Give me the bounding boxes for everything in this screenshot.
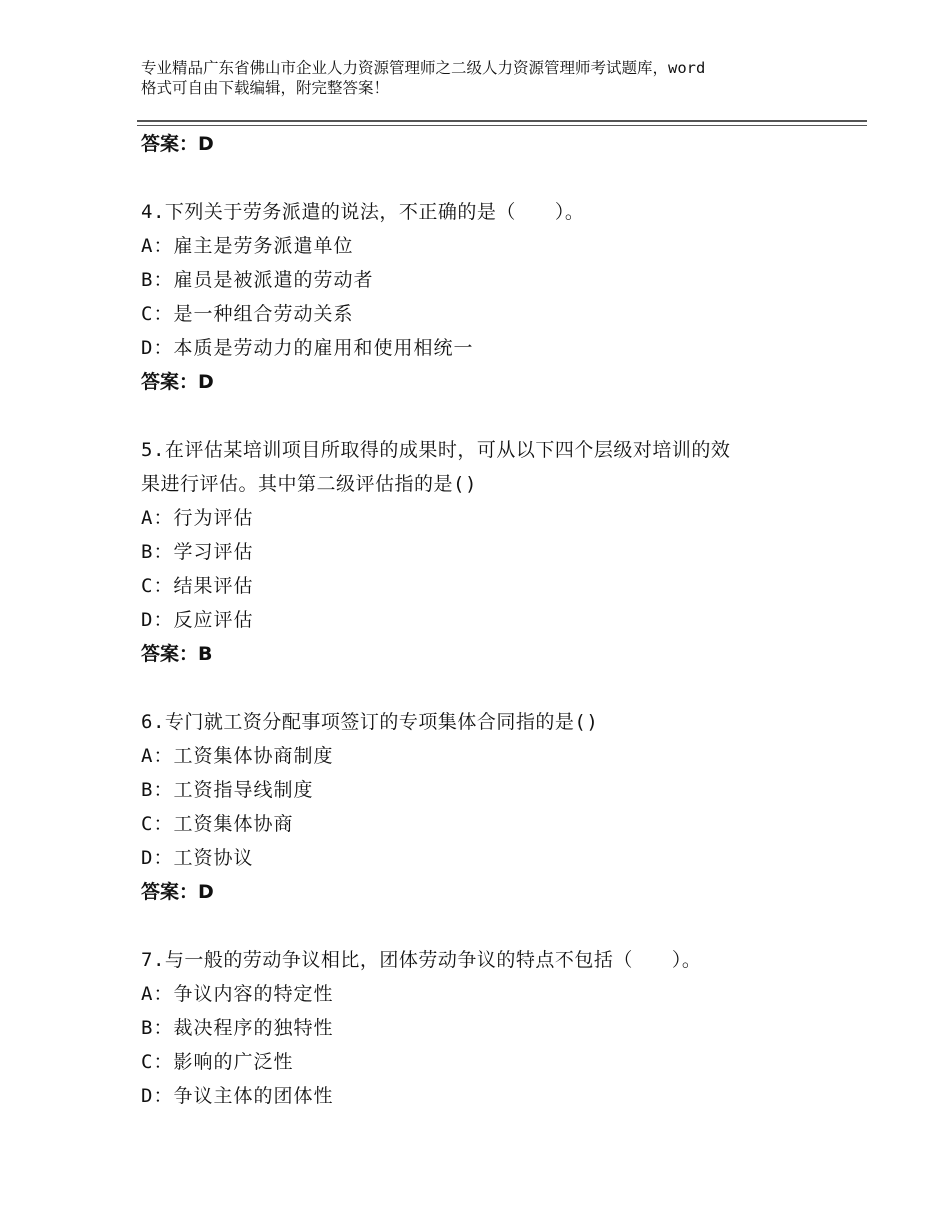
answer: 答案：B xyxy=(141,643,213,665)
option-b: B：雇员是被派遣的劳动者 xyxy=(141,269,374,291)
spacer xyxy=(141,399,841,433)
option-d: D：争议主体的团体性 xyxy=(141,1085,334,1107)
question-stem: 4.下列关于劳务派遣的说法，不正确的是（ ）。 xyxy=(141,201,585,223)
question-stem-line-1: 5.在评估某培训项目所取得的成果时，可从以下四个层级对培训的效 xyxy=(141,439,731,461)
question-7 xyxy=(141,943,841,1113)
question-4 xyxy=(141,195,841,399)
question-stem: 7.与一般的劳动争议相比，团体劳动争议的特点不包括（ ）。 xyxy=(141,949,702,971)
header-divider-thin xyxy=(137,125,867,126)
question-5 xyxy=(141,433,841,671)
previous-answer: 答案：D xyxy=(141,133,214,155)
option-c: C：是一种组合劳动关系 xyxy=(141,303,354,325)
header-title-line-1: 专业精品广东省佛山市企业人力资源管理师之二级人力资源管理师考试题库，word xyxy=(141,59,706,77)
question-list xyxy=(141,127,841,1113)
question-stem: 6.专门就工资分配事项签订的专项集体合同指的是() xyxy=(141,711,599,733)
option-c: C：影响的广泛性 xyxy=(141,1051,294,1073)
question-stem-line-2: 果进行评估。其中第二级评估指的是() xyxy=(141,473,477,495)
option-a: A：争议内容的特定性 xyxy=(141,983,334,1005)
option-d: D：反应评估 xyxy=(141,609,254,631)
option-a: A：工资集体协商制度 xyxy=(141,745,334,767)
spacer xyxy=(141,161,841,195)
spacer xyxy=(141,909,841,943)
option-a: A：行为评估 xyxy=(141,507,254,529)
option-b: B：工资指导线制度 xyxy=(141,779,314,801)
spacer xyxy=(141,671,841,705)
document-header xyxy=(141,58,831,98)
answer: 答案：D xyxy=(141,371,214,393)
option-c: C：工资集体协商 xyxy=(141,813,294,835)
option-a: A：雇主是劳务派遣单位 xyxy=(141,235,354,257)
answer: 答案：D xyxy=(141,881,214,903)
header-title-line-2: 格式可自由下载编辑，附完整答案！ xyxy=(141,79,390,97)
header-divider-thick xyxy=(137,120,867,122)
question-6 xyxy=(141,705,841,909)
option-d: D：本质是劳动力的雇用和使用相统一 xyxy=(141,337,474,359)
option-d: D：工资协议 xyxy=(141,847,254,869)
option-c: C：结果评估 xyxy=(141,575,254,597)
option-b: B：裁决程序的独特性 xyxy=(141,1017,334,1039)
option-b: B：学习评估 xyxy=(141,541,254,563)
